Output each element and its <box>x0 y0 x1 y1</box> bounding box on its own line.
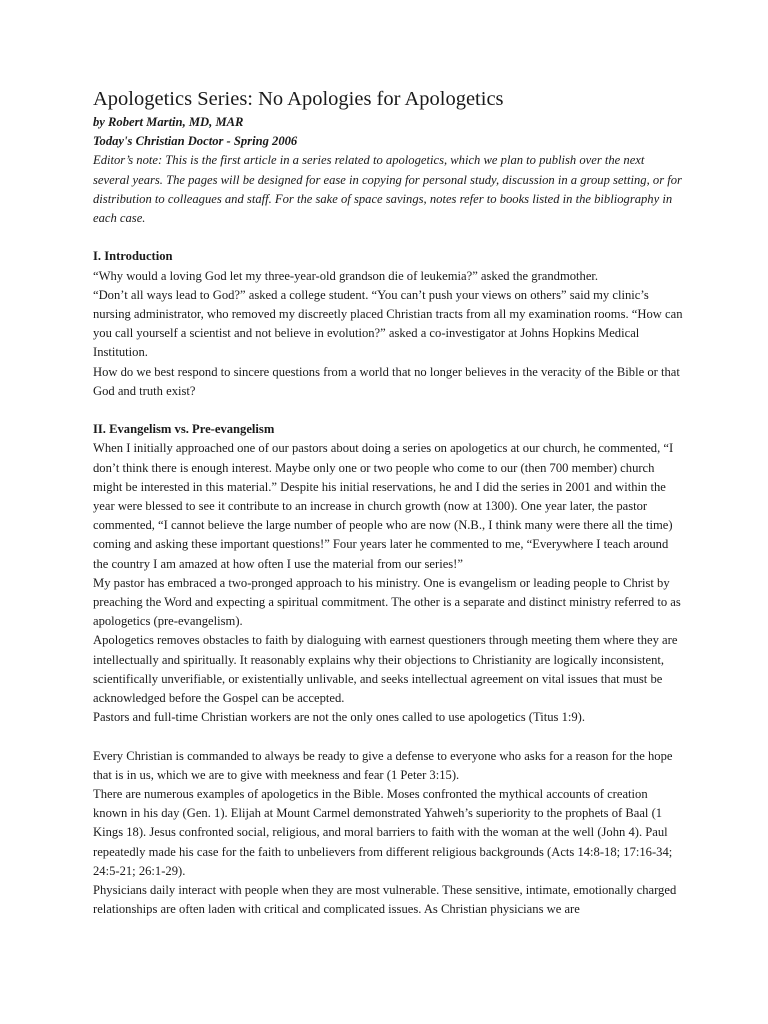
section-heading: I. Introduction <box>93 249 173 264</box>
paragraph-gap <box>93 228 683 247</box>
body-paragraph: How do we best respond to sincere questions from a world that no longer believes in the veracity of the Bible or that God and truth exist? <box>93 364 680 398</box>
paragraph-gap <box>93 727 683 746</box>
body-paragraph: When I initially approached one of our pastors about doing a series on apologetics at our church, he commented, “I don’t think there is enough interest. Maybe only one or two people who come to our (then 700 member) church might be interested in this material.” Despite his initial reservations, he and I did the series in 2001 and within the year were blessed to see it contribute to an increase in church growth (now at 1300). One year later, the pastor commented, “I cannot believe the large number of people who are now (N.B., I think many were there all the time) coming and asking these important questions!” Four years later he commented to me, “Everywhere I teach around the country I am amazed at how often I use the material from our series!” <box>93 441 674 571</box>
paragraph-gap <box>93 401 683 420</box>
section-evangelism <box>93 420 683 919</box>
section-introduction <box>93 247 683 401</box>
publication-line: Today's Christian Doctor - Spring 2006 <box>93 134 298 149</box>
body-paragraph: “Why would a loving God let my three-year-old grandson die of leukemia?” asked the grandmother. <box>93 268 599 283</box>
body-paragraph: There are numerous examples of apologetics in the Bible. Moses confronted the mythical accounts of creation known in his day (Gen. 1). Elijah at Mount Carmel demonstrated Yahweh’s superiority to the prophets of Baal (1 Kings 18). Jesus confronted social, religious, and moral barriers to faith with the woman at the well (John 4). Paul repeatedly made his case for the faith to unbelievers from different religious backgrounds (Acts 14:8-18; 17:16-34; 24:5-21; 26:1-29). <box>93 787 673 878</box>
body-paragraph: “Don’t all ways lead to God?” asked a college student. “You can’t push your views on others” said my clinic’s nursing administrator, who removed my discreetly placed Christian tracts from all my examination rooms. “How can you call yourself a scientist and not believe in evolution?” asked a co-investigator at Johns Hopkins Medical Institution. <box>93 287 683 360</box>
body-paragraph: Pastors and full-time Christian workers are not the only ones called to use apologetics (Titus 1:9). <box>93 710 586 725</box>
article-title: Apologetics Series: No Apologies for Apologetics <box>93 88 504 110</box>
body-paragraph: My pastor has embraced a two-pronged approach to his ministry. One is evangelism or leading people to Christ by preaching the Word and expecting a spiritual commitment. The other is a separate and distinct ministry referred to as apologetics (pre-evangelism). <box>93 575 681 629</box>
body-paragraph: Physicians daily interact with people when they are most vulnerable. These sensitive, intimate, emotionally charged relationships are often laden with critical and complicated issues. As Christian physicians we are <box>93 883 677 917</box>
article-byline: by Robert Martin, MD, MAR <box>93 115 244 129</box>
editor-note: Editor’s note: This is the first article in a series related to apologetics, which we plan to publish over the next several years. The pages will be designed for ease in copying for personal study, discussion in a group setting, or for distribution to colleagues and staff. For the sake of space savings, notes refer to books listed in the bibliography in each case. <box>93 153 682 226</box>
document-page <box>93 86 683 919</box>
section-heading: II. Evangelism vs. Pre-evangelism <box>93 422 275 437</box>
body-paragraph: Apologetics removes obstacles to faith by dialoguing with earnest questioners through meeting them where they are intellectually and spiritually. It reasonably explains why their objections to Christianity are logically inconsistent, scientifically unverifiable, or existentially unlivable, and seeks intellectual agreement on vital issues that must be acknowledged before the Gospel can be accepted. <box>93 633 678 706</box>
body-paragraph: Every Christian is commanded to always be ready to give a defense to everyone who asks for a reason for the hope that is in us, which we are to give with meekness and fear (1 Peter 3:15). <box>93 748 673 782</box>
